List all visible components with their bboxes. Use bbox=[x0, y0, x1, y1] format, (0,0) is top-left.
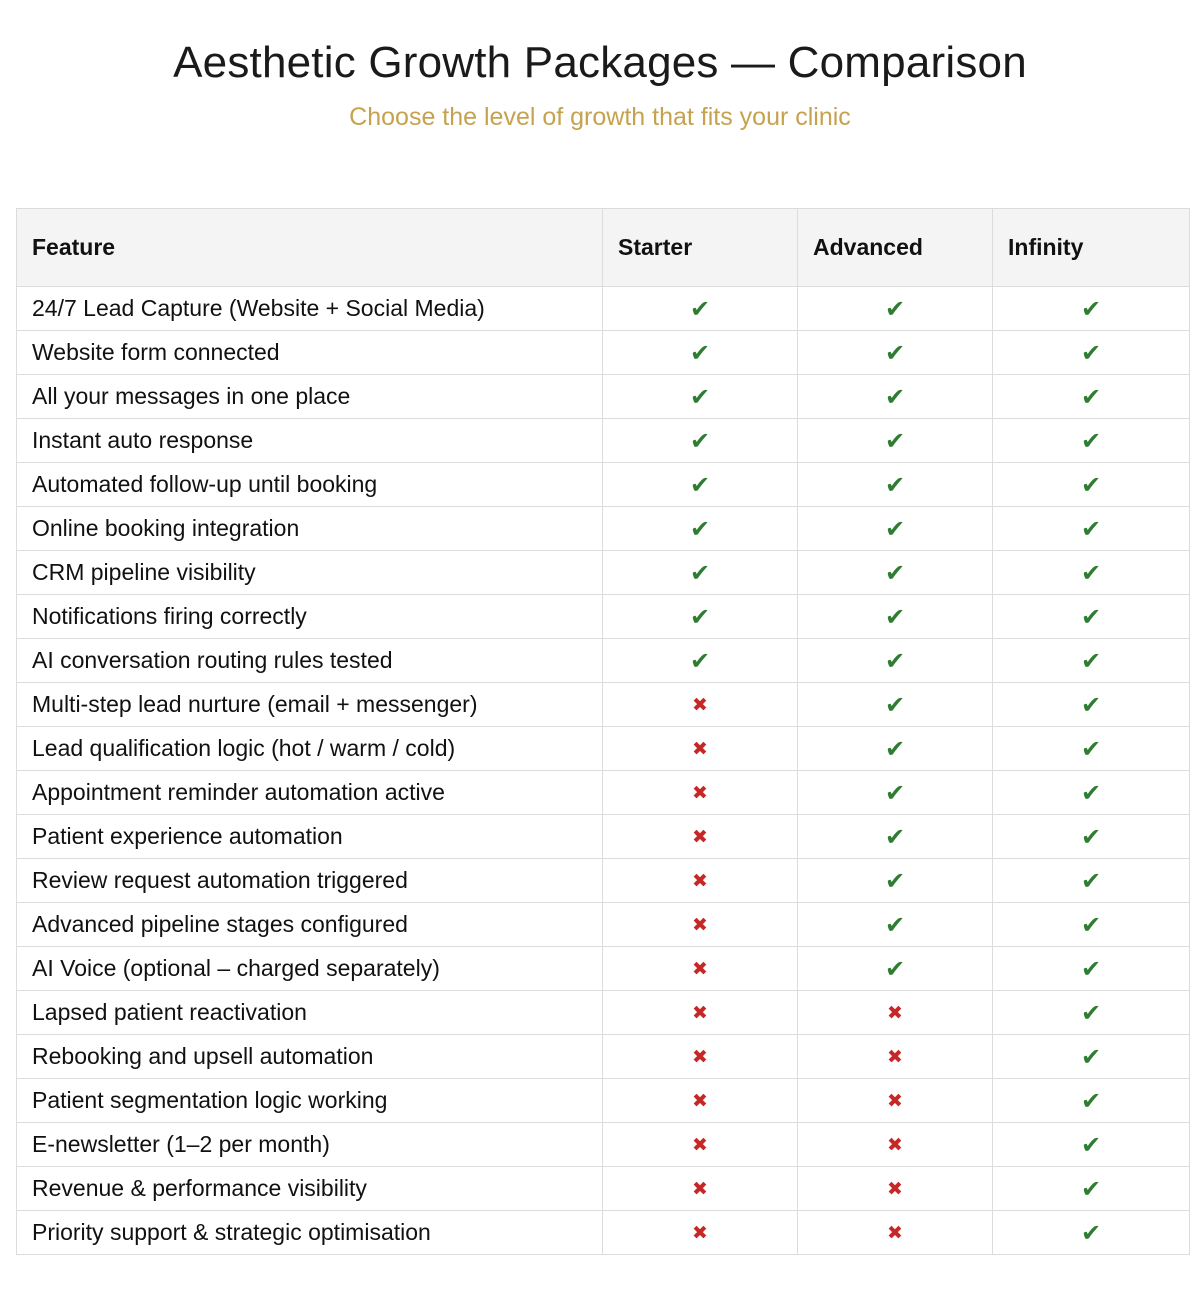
check-icon: ✔ bbox=[1080, 514, 1102, 543]
check-icon: ✔ bbox=[689, 558, 711, 587]
cell-advanced bbox=[798, 727, 993, 771]
cell-starter bbox=[603, 1167, 798, 1211]
table-row bbox=[17, 1035, 1190, 1079]
check-icon: ✔ bbox=[884, 690, 906, 719]
cell-advanced bbox=[798, 1035, 993, 1079]
cell-infinity bbox=[993, 639, 1190, 683]
cell-infinity bbox=[993, 815, 1190, 859]
check-icon: ✔ bbox=[1080, 734, 1102, 763]
check-icon: ✔ bbox=[689, 514, 711, 543]
check-icon: ✔ bbox=[1080, 690, 1102, 719]
check-icon: ✔ bbox=[689, 646, 711, 675]
cell-starter bbox=[603, 375, 798, 419]
check-icon: ✔ bbox=[689, 382, 711, 411]
feature-name: Appointment reminder automation active bbox=[17, 771, 603, 815]
cross-icon: ✖ bbox=[692, 1177, 708, 1200]
cell-infinity bbox=[993, 991, 1190, 1035]
cross-icon: ✖ bbox=[887, 1133, 903, 1156]
cross-icon: ✖ bbox=[887, 1045, 903, 1068]
cell-starter bbox=[603, 595, 798, 639]
comparison-table bbox=[16, 208, 1190, 1255]
cell-advanced bbox=[798, 771, 993, 815]
check-icon: ✔ bbox=[1080, 866, 1102, 895]
check-icon: ✔ bbox=[884, 734, 906, 763]
cell-advanced bbox=[798, 1167, 993, 1211]
table-row bbox=[17, 903, 1190, 947]
table-row bbox=[17, 1211, 1190, 1255]
cell-starter bbox=[603, 771, 798, 815]
feature-name: Review request automation triggered bbox=[17, 859, 603, 903]
cell-infinity bbox=[993, 947, 1190, 991]
cell-infinity bbox=[993, 1123, 1190, 1167]
column-header-infinity: Infinity bbox=[993, 209, 1190, 287]
table-row bbox=[17, 771, 1190, 815]
table-row bbox=[17, 1079, 1190, 1123]
check-icon: ✔ bbox=[884, 294, 906, 323]
cell-infinity bbox=[993, 683, 1190, 727]
cell-starter bbox=[603, 903, 798, 947]
table-row bbox=[17, 1167, 1190, 1211]
cell-infinity bbox=[993, 1079, 1190, 1123]
cell-advanced bbox=[798, 683, 993, 727]
cell-infinity bbox=[993, 507, 1190, 551]
feature-name: 24/7 Lead Capture (Website + Social Media) bbox=[17, 287, 603, 331]
check-icon: ✔ bbox=[884, 822, 906, 851]
cross-icon: ✖ bbox=[692, 1221, 708, 1244]
check-icon: ✔ bbox=[1080, 1086, 1102, 1115]
table-row bbox=[17, 991, 1190, 1035]
check-icon: ✔ bbox=[1080, 470, 1102, 499]
table-row bbox=[17, 1123, 1190, 1167]
column-header-feature: Feature bbox=[17, 209, 603, 287]
check-icon: ✔ bbox=[884, 558, 906, 587]
table-row bbox=[17, 727, 1190, 771]
cell-starter bbox=[603, 551, 798, 595]
table-header-row bbox=[17, 209, 1190, 287]
cell-starter bbox=[603, 331, 798, 375]
cross-icon: ✖ bbox=[692, 869, 708, 892]
check-icon: ✔ bbox=[1080, 294, 1102, 323]
cell-infinity bbox=[993, 595, 1190, 639]
check-icon: ✔ bbox=[1080, 1042, 1102, 1071]
cell-advanced bbox=[798, 1123, 993, 1167]
cross-icon: ✖ bbox=[887, 1221, 903, 1244]
check-icon: ✔ bbox=[884, 514, 906, 543]
cell-infinity bbox=[993, 771, 1190, 815]
feature-name: Website form connected bbox=[17, 331, 603, 375]
check-icon: ✔ bbox=[1080, 998, 1102, 1027]
table-row bbox=[17, 419, 1190, 463]
check-icon: ✔ bbox=[884, 866, 906, 895]
column-header-advanced: Advanced bbox=[798, 209, 993, 287]
check-icon: ✔ bbox=[884, 646, 906, 675]
feature-name: AI conversation routing rules tested bbox=[17, 639, 603, 683]
table-row bbox=[17, 639, 1190, 683]
cross-icon: ✖ bbox=[887, 1089, 903, 1112]
check-icon: ✔ bbox=[1080, 910, 1102, 939]
feature-name: Lapsed patient reactivation bbox=[17, 991, 603, 1035]
cell-infinity bbox=[993, 1035, 1190, 1079]
cell-starter bbox=[603, 727, 798, 771]
cross-icon: ✖ bbox=[692, 693, 708, 716]
check-icon: ✔ bbox=[1080, 558, 1102, 587]
cell-advanced bbox=[798, 551, 993, 595]
cell-starter bbox=[603, 1123, 798, 1167]
cross-icon: ✖ bbox=[692, 1001, 708, 1024]
feature-name: Revenue & performance visibility bbox=[17, 1167, 603, 1211]
table-row bbox=[17, 815, 1190, 859]
check-icon: ✔ bbox=[884, 602, 906, 631]
check-icon: ✔ bbox=[689, 470, 711, 499]
table-row bbox=[17, 947, 1190, 991]
cell-advanced bbox=[798, 463, 993, 507]
cell-infinity bbox=[993, 551, 1190, 595]
cross-icon: ✖ bbox=[692, 1089, 708, 1112]
cross-icon: ✖ bbox=[692, 781, 708, 804]
feature-name: Lead qualification logic (hot / warm / cold) bbox=[17, 727, 603, 771]
cross-icon: ✖ bbox=[692, 737, 708, 760]
feature-name: AI Voice (optional – charged separately) bbox=[17, 947, 603, 991]
cell-advanced bbox=[798, 639, 993, 683]
cell-infinity bbox=[993, 1211, 1190, 1255]
table-row bbox=[17, 507, 1190, 551]
cell-starter bbox=[603, 507, 798, 551]
cell-advanced bbox=[798, 507, 993, 551]
cell-advanced bbox=[798, 859, 993, 903]
check-icon: ✔ bbox=[689, 338, 711, 367]
cell-advanced bbox=[798, 1211, 993, 1255]
cell-infinity bbox=[993, 287, 1190, 331]
check-icon: ✔ bbox=[689, 602, 711, 631]
cell-advanced bbox=[798, 419, 993, 463]
check-icon: ✔ bbox=[884, 426, 906, 455]
cell-starter bbox=[603, 1035, 798, 1079]
check-icon: ✔ bbox=[1080, 1174, 1102, 1203]
check-icon: ✔ bbox=[1080, 426, 1102, 455]
check-icon: ✔ bbox=[1080, 954, 1102, 983]
table-row bbox=[17, 551, 1190, 595]
cell-infinity bbox=[993, 331, 1190, 375]
check-icon: ✔ bbox=[1080, 822, 1102, 851]
check-icon: ✔ bbox=[1080, 338, 1102, 367]
check-icon: ✔ bbox=[884, 338, 906, 367]
cell-infinity bbox=[993, 419, 1190, 463]
cell-advanced bbox=[798, 331, 993, 375]
cross-icon: ✖ bbox=[887, 1177, 903, 1200]
cross-icon: ✖ bbox=[887, 1001, 903, 1024]
feature-name: Instant auto response bbox=[17, 419, 603, 463]
check-icon: ✔ bbox=[1080, 646, 1102, 675]
feature-name: Advanced pipeline stages configured bbox=[17, 903, 603, 947]
cell-starter bbox=[603, 419, 798, 463]
check-icon: ✔ bbox=[884, 470, 906, 499]
feature-name: Patient segmentation logic working bbox=[17, 1079, 603, 1123]
cell-infinity bbox=[993, 1167, 1190, 1211]
check-icon: ✔ bbox=[1080, 602, 1102, 631]
table-row bbox=[17, 287, 1190, 331]
cell-advanced bbox=[798, 375, 993, 419]
cell-infinity bbox=[993, 727, 1190, 771]
check-icon: ✔ bbox=[884, 954, 906, 983]
feature-name: E-newsletter (1–2 per month) bbox=[17, 1123, 603, 1167]
cell-advanced bbox=[798, 287, 993, 331]
table-row bbox=[17, 331, 1190, 375]
feature-name: Notifications firing correctly bbox=[17, 595, 603, 639]
cell-starter bbox=[603, 815, 798, 859]
feature-name: Rebooking and upsell automation bbox=[17, 1035, 603, 1079]
cell-infinity bbox=[993, 859, 1190, 903]
cell-starter bbox=[603, 859, 798, 903]
cross-icon: ✖ bbox=[692, 1133, 708, 1156]
table-body bbox=[17, 287, 1190, 1255]
feature-name: Online booking integration bbox=[17, 507, 603, 551]
cell-starter bbox=[603, 1211, 798, 1255]
cross-icon: ✖ bbox=[692, 957, 708, 980]
check-icon: ✔ bbox=[884, 910, 906, 939]
feature-name: All your messages in one place bbox=[17, 375, 603, 419]
check-icon: ✔ bbox=[1080, 382, 1102, 411]
page-title: Aesthetic Growth Packages — Comparison bbox=[173, 38, 1027, 87]
cell-starter bbox=[603, 463, 798, 507]
cell-infinity bbox=[993, 375, 1190, 419]
cell-advanced bbox=[798, 595, 993, 639]
check-icon: ✔ bbox=[1080, 1218, 1102, 1247]
feature-name: Priority support & strategic optimisation bbox=[17, 1211, 603, 1255]
check-icon: ✔ bbox=[1080, 778, 1102, 807]
table-row bbox=[17, 683, 1190, 727]
cell-starter bbox=[603, 947, 798, 991]
cell-starter bbox=[603, 991, 798, 1035]
cross-icon: ✖ bbox=[692, 825, 708, 848]
cell-infinity bbox=[993, 903, 1190, 947]
cell-starter bbox=[603, 639, 798, 683]
cell-infinity bbox=[993, 463, 1190, 507]
table-row bbox=[17, 375, 1190, 419]
check-icon: ✔ bbox=[884, 382, 906, 411]
cell-starter bbox=[603, 683, 798, 727]
check-icon: ✔ bbox=[1080, 1130, 1102, 1159]
table-row bbox=[17, 859, 1190, 903]
column-header-starter: Starter bbox=[603, 209, 798, 287]
feature-name: Automated follow-up until booking bbox=[17, 463, 603, 507]
cross-icon: ✖ bbox=[692, 913, 708, 936]
cell-advanced bbox=[798, 1079, 993, 1123]
check-icon: ✔ bbox=[689, 294, 711, 323]
cell-advanced bbox=[798, 991, 993, 1035]
table-row bbox=[17, 463, 1190, 507]
cell-advanced bbox=[798, 815, 993, 859]
cell-starter bbox=[603, 1079, 798, 1123]
page-subtitle: Choose the level of growth that fits your clinic bbox=[349, 103, 851, 131]
table-row bbox=[17, 595, 1190, 639]
feature-name: Multi-step lead nurture (email + messenger) bbox=[17, 683, 603, 727]
check-icon: ✔ bbox=[884, 778, 906, 807]
check-icon: ✔ bbox=[689, 426, 711, 455]
cell-advanced bbox=[798, 947, 993, 991]
cross-icon: ✖ bbox=[692, 1045, 708, 1068]
feature-name: CRM pipeline visibility bbox=[17, 551, 603, 595]
cell-starter bbox=[603, 287, 798, 331]
cell-advanced bbox=[798, 903, 993, 947]
feature-name: Patient experience automation bbox=[17, 815, 603, 859]
